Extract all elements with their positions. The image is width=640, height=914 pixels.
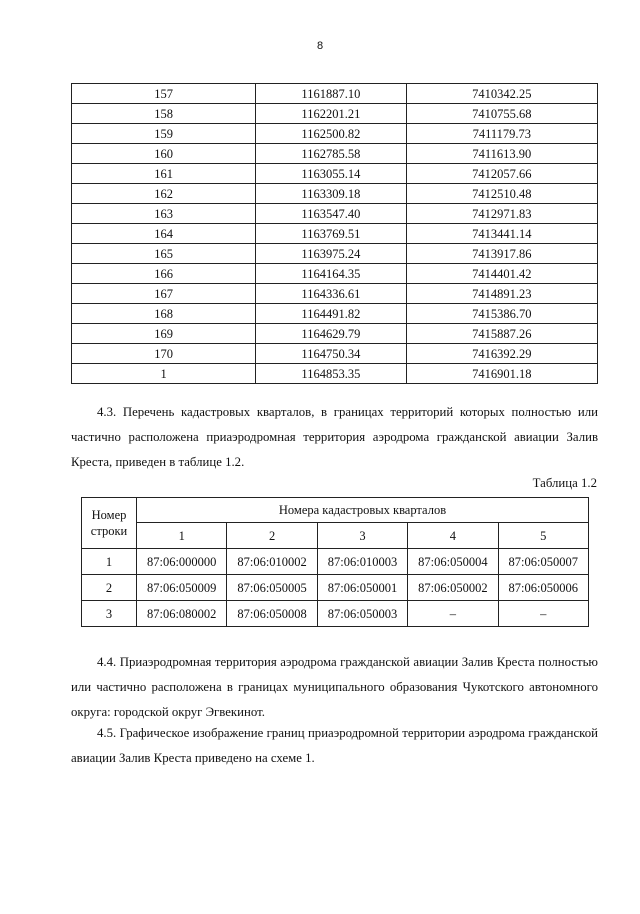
point-number-cell: 162 <box>72 184 256 204</box>
x-coordinate-cell: 1164853.35 <box>256 364 407 384</box>
row-number-cell: 3 <box>82 601 137 627</box>
table-row <box>72 244 598 264</box>
cadastral-quarters-table <box>81 497 589 627</box>
point-number-cell: 163 <box>72 204 256 224</box>
y-coordinate-cell: 7414401.42 <box>406 264 597 284</box>
table-row <box>72 324 598 344</box>
point-number-cell: 167 <box>72 284 256 304</box>
y-coordinate-cell: 7413441.14 <box>406 224 597 244</box>
x-coordinate-cell: 1162785.58 <box>256 144 407 164</box>
table-row <box>72 264 598 284</box>
table-row <box>72 104 598 124</box>
point-number-cell: 1 <box>72 364 256 384</box>
point-number-cell: 168 <box>72 304 256 324</box>
table-row <box>82 601 589 627</box>
page-number: 8 <box>316 40 324 52</box>
cadastral-quarter-cell: 87:06:000000 <box>137 549 227 575</box>
x-coordinate-cell: 1163309.18 <box>256 184 407 204</box>
x-coordinate-cell: 1164336.61 <box>256 284 407 304</box>
x-coordinate-cell: 1163769.51 <box>256 224 407 244</box>
table-row <box>82 549 589 575</box>
cadastral-quarter-cell: 87:06:050006 <box>498 575 588 601</box>
cadastral-quarter-cell: – <box>408 601 498 627</box>
column-index-cell: 4 <box>408 523 498 549</box>
table-row <box>72 204 598 224</box>
row-number-cell: 2 <box>82 575 137 601</box>
paragraph-4-4: 4.4. Приаэродромная территория аэродрома гражданской авиации Залив Креста полностью или частично расположена в границах муниципального образования Чукотского автономного округа: городской округ Эгвекинот. <box>71 655 598 719</box>
column-index-cell: 1 <box>137 523 227 549</box>
table-row <box>72 304 598 324</box>
x-coordinate-cell: 1164750.34 <box>256 344 407 364</box>
cadastral-quarter-cell: 87:06:050005 <box>227 575 317 601</box>
table-row <box>82 575 589 601</box>
table-row <box>72 144 598 164</box>
x-coordinate-cell: 1164164.35 <box>256 264 407 284</box>
cadastral-quarter-cell: 87:06:050007 <box>498 549 588 575</box>
column-index-cell: 3 <box>317 523 407 549</box>
point-number-cell: 166 <box>72 264 256 284</box>
point-number-cell: 164 <box>72 224 256 244</box>
point-number-cell: 158 <box>72 104 256 124</box>
x-coordinate-cell: 1163055.14 <box>256 164 407 184</box>
x-coordinate-cell: 1163975.24 <box>256 244 407 264</box>
table-row <box>72 124 598 144</box>
paragraph-4-3: 4.3. Перечень кадастровых кварталов, в границах территорий которых полностью или частично расположена приаэродромная территория аэродрома гражданской авиации Залив Креста, приведен в таблице 1.2. <box>71 405 598 469</box>
table-row <box>72 344 598 364</box>
table-row <box>72 164 598 184</box>
y-coordinate-cell: 7415887.26 <box>406 324 597 344</box>
point-number-cell: 170 <box>72 344 256 364</box>
table-row <box>72 364 598 384</box>
cadastral-quarter-cell: 87:06:050001 <box>317 575 407 601</box>
cadastral-quarter-cell: 87:06:050008 <box>227 601 317 627</box>
cadastral-quarter-cell: 87:06:050009 <box>137 575 227 601</box>
paragraph-4-5: 4.5. Графическое изображение границ приаэродромной территории аэродрома гражданской авиации Залив Креста приведено на схеме 1. <box>71 726 598 765</box>
header-row-number: Номер строки <box>82 498 137 549</box>
y-coordinate-cell: 7410755.68 <box>406 104 597 124</box>
y-coordinate-cell: 7412057.66 <box>406 164 597 184</box>
y-coordinate-cell: 7410342.25 <box>406 84 597 104</box>
column-index-cell: 5 <box>498 523 588 549</box>
point-number-cell: 161 <box>72 164 256 184</box>
y-coordinate-cell: 7412971.83 <box>406 204 597 224</box>
cadastral-quarter-cell: – <box>498 601 588 627</box>
y-coordinate-cell: 7411179.73 <box>406 124 597 144</box>
point-number-cell: 159 <box>72 124 256 144</box>
cadastral-quarter-cell: 87:06:010002 <box>227 549 317 575</box>
y-coordinate-cell: 7414891.23 <box>406 284 597 304</box>
point-number-cell: 165 <box>72 244 256 264</box>
table-row <box>72 184 598 204</box>
table-row <box>72 84 598 104</box>
cadastral-quarter-cell: 87:06:050002 <box>408 575 498 601</box>
table-caption: Таблица 1.2 <box>532 476 597 490</box>
row-number-cell: 1 <box>82 549 137 575</box>
x-coordinate-cell: 1161887.10 <box>256 84 407 104</box>
point-number-cell: 169 <box>72 324 256 344</box>
header-quarter-numbers: Номера кадастровых кварталов <box>137 498 589 523</box>
y-coordinate-cell: 7415386.70 <box>406 304 597 324</box>
cadastral-quarter-cell: 87:06:050003 <box>317 601 407 627</box>
x-coordinate-cell: 1162201.21 <box>256 104 407 124</box>
y-coordinate-cell: 7416901.18 <box>406 364 597 384</box>
y-coordinate-cell: 7411613.90 <box>406 144 597 164</box>
y-coordinate-cell: 7416392.29 <box>406 344 597 364</box>
point-number-cell: 157 <box>72 84 256 104</box>
point-number-cell: 160 <box>72 144 256 164</box>
cadastral-quarter-cell: 87:06:010003 <box>317 549 407 575</box>
cadastral-quarter-cell: 87:06:050004 <box>408 549 498 575</box>
column-index-cell: 2 <box>227 523 317 549</box>
table-row <box>72 284 598 304</box>
x-coordinate-cell: 1162500.82 <box>256 124 407 144</box>
y-coordinate-cell: 7413917.86 <box>406 244 597 264</box>
table-row <box>72 224 598 244</box>
x-coordinate-cell: 1163547.40 <box>256 204 407 224</box>
y-coordinate-cell: 7412510.48 <box>406 184 597 204</box>
cadastral-quarter-cell: 87:06:080002 <box>137 601 227 627</box>
x-coordinate-cell: 1164491.82 <box>256 304 407 324</box>
coordinates-table <box>71 83 598 384</box>
x-coordinate-cell: 1164629.79 <box>256 324 407 344</box>
